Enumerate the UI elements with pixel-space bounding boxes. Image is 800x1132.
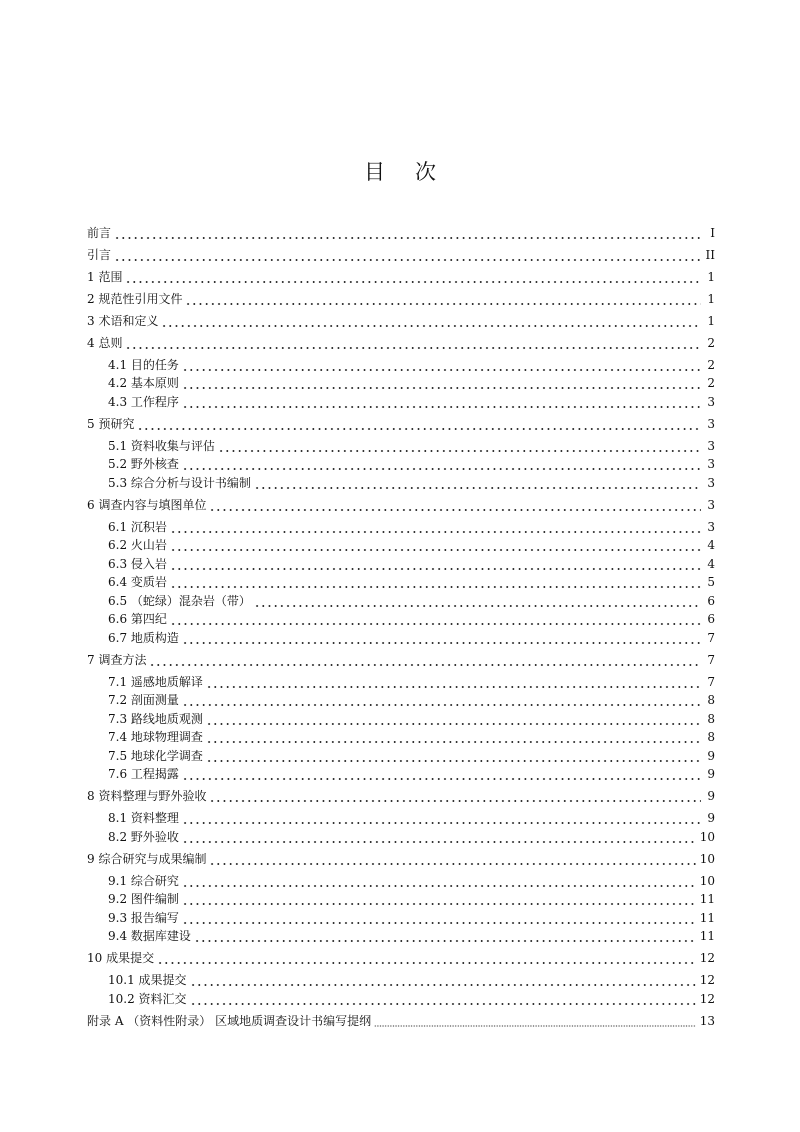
toc-entry-page: 12 (699, 973, 715, 987)
toc-entry-page: 9 (707, 789, 715, 803)
toc-entry[interactable] (87, 393, 715, 412)
toc-entry-label: 10.2 资料汇交 (108, 991, 187, 1006)
toc-entry-page: 3 (707, 519, 715, 534)
dot-leader (182, 890, 696, 909)
toc-entry-page: 6 (707, 612, 715, 626)
dot-leader (182, 872, 696, 891)
toc-entry[interactable] (87, 629, 715, 648)
dot-leader (182, 909, 696, 928)
dot-leader (170, 573, 701, 592)
toc-entry-page: 1 (707, 291, 715, 306)
dot-leader (254, 474, 701, 493)
toc-entry[interactable] (87, 710, 715, 729)
toc-entry[interactable] (87, 334, 715, 353)
toc-entry[interactable] (87, 949, 715, 968)
toc-entry-label: 4 总则 (87, 335, 123, 350)
dot-leader (209, 496, 701, 515)
toc-entry[interactable] (87, 437, 715, 456)
toc-entry-page: 3 (707, 475, 715, 490)
toc-entry[interactable] (87, 518, 715, 537)
toc-entry-page: 7 (707, 652, 715, 667)
dot-leader (206, 728, 701, 747)
toc-entry-page: 4 (707, 538, 715, 552)
dot-leader (170, 536, 701, 555)
toc-entry[interactable] (87, 872, 715, 891)
dot-leader (182, 356, 701, 375)
toc-entry-page: 11 (699, 910, 715, 925)
toc-entry-page: 3 (707, 394, 715, 409)
toc-entry-label: 10.1 成果提交 (108, 973, 187, 987)
toc-entry-label: 6.3 侵入岩 (108, 556, 167, 571)
dot-leader (185, 290, 701, 309)
toc-entry[interactable] (87, 312, 715, 331)
dot-leader (170, 518, 701, 537)
toc-entry-page: 8 (707, 693, 715, 707)
dot-leader (125, 334, 701, 353)
toc-entry[interactable] (87, 592, 715, 611)
dot-leader (209, 787, 701, 806)
dot-leader (182, 691, 701, 710)
toc-entry[interactable] (87, 828, 715, 847)
toc-entry-page: 10 (699, 829, 715, 844)
toc-entry-label: 2 规范性引用文件 (87, 291, 183, 306)
dot-leader (137, 415, 701, 434)
toc-entry-label: 7 调查方法 (87, 652, 147, 667)
toc-entry-page: 1 (707, 269, 715, 284)
toc-entry-label: 6 调查内容与填图单位 (87, 497, 207, 512)
toc-entry-label: 6.2 火山岩 (108, 538, 167, 552)
page-title: 目次 (364, 160, 466, 184)
dot-leader (206, 747, 701, 766)
dot-leader (190, 971, 696, 990)
dot-leader (182, 629, 701, 648)
dot-leader (218, 437, 701, 456)
toc-entry-page: 2 (707, 357, 715, 372)
toc-entry-label: 7.2 剖面测量 (108, 693, 179, 707)
toc-entry-page: 3 (707, 416, 715, 431)
toc-entry[interactable] (87, 356, 715, 375)
dot-leader (182, 809, 701, 828)
toc-entry-page: 11 (699, 892, 715, 906)
dot-leader (182, 455, 701, 474)
toc-entry-label: 7.1 遥感地质解译 (108, 674, 203, 689)
toc-entry-page: 9 (707, 767, 715, 781)
toc-entry[interactable] (87, 268, 715, 287)
toc-entry[interactable] (87, 990, 715, 1009)
toc-entry-label: 6.5 （蛇绿）混杂岩（带） (108, 593, 251, 608)
toc-entry-label: 7.3 路线地质观测 (108, 711, 203, 726)
toc-entry[interactable] (87, 728, 715, 747)
toc-entry-label: 3 术语和定义 (87, 313, 159, 328)
toc-entry[interactable] (87, 691, 715, 710)
toc-entry[interactable] (87, 927, 715, 946)
toc-entry-page: I (710, 225, 715, 240)
toc-entry[interactable] (87, 415, 715, 434)
toc-entry-page: 11 (699, 929, 715, 943)
toc-entry-label: 8.1 资料整理 (108, 811, 179, 825)
toc-entry[interactable] (87, 765, 715, 784)
toc-entry[interactable] (87, 890, 715, 909)
dot-leader (206, 710, 701, 729)
toc-entry[interactable] (87, 971, 715, 990)
dot-leader (170, 555, 701, 574)
dot-leader (254, 592, 701, 611)
toc-entry-label: 9.2 图件编制 (108, 892, 179, 906)
toc-entry-label: 6.1 沉积岩 (108, 519, 167, 534)
dot-leader (182, 828, 696, 847)
toc-entry[interactable] (87, 455, 715, 474)
toc-entry-label: 5.3 综合分析与设计书编制 (108, 475, 251, 490)
toc-entry-label: 前言 (87, 225, 112, 240)
toc-entry[interactable] (87, 673, 715, 692)
toc-entry-page: 5 (707, 575, 715, 589)
toc-entry[interactable] (87, 651, 715, 670)
dot-leader (194, 927, 696, 946)
toc-entry-page: 3 (707, 457, 715, 471)
toc-entry[interactable] (87, 224, 715, 243)
toc-entry-page: 12 (699, 951, 715, 965)
toc-entry[interactable] (87, 496, 715, 515)
toc-entry-label: 5.1 资料收集与评估 (108, 438, 215, 453)
toc-entry-label: 9.3 报告编写 (108, 910, 179, 925)
toc-entry[interactable] (87, 573, 715, 592)
toc-entry[interactable] (87, 536, 715, 555)
toc-entry-label: 6.4 变质岩 (108, 575, 167, 589)
dot-leader (170, 610, 701, 629)
toc-entry-page: 10 (699, 873, 715, 888)
toc-entry-page: 13 (699, 1013, 715, 1028)
table-of-contents (87, 220, 715, 1034)
toc-entry-label: 10 成果提交 (87, 951, 155, 965)
toc-entry-label: 9 综合研究与成果编制 (87, 851, 207, 866)
toc-entry-page: 8 (707, 730, 715, 744)
dot-leader (114, 224, 701, 243)
toc-entry-label: 5 预研究 (87, 416, 135, 431)
dot-leader (149, 651, 701, 670)
toc-entry-page: 7 (707, 630, 715, 645)
toc-entry-label: 7.4 地球物理调查 (108, 730, 203, 744)
toc-entry-page: 10 (699, 851, 715, 866)
toc-entry[interactable] (87, 809, 715, 828)
toc-entry-label: 引言 (87, 247, 112, 262)
dot-leader (182, 374, 701, 393)
dot-leader (114, 246, 701, 265)
toc-entry-page: 2 (707, 376, 715, 390)
dot-leader (161, 312, 701, 331)
toc-entry-page: 6 (707, 593, 715, 608)
toc-entry-page: 12 (699, 991, 715, 1006)
toc-entry-page: 2 (707, 335, 715, 350)
toc-entry-page: 4 (707, 556, 715, 571)
toc-entry-label: 4.1 目的任务 (108, 357, 179, 372)
toc-entry-label: 6.6 第四纪 (108, 612, 167, 626)
toc-entry-label: 1 范围 (87, 269, 123, 284)
toc-entry[interactable] (87, 909, 715, 928)
toc-entry-label: 附录 A （资料性附录） 区域地质调查设计书编写提纲 (87, 1013, 372, 1028)
toc-entry[interactable] (87, 374, 715, 393)
toc-entry-label: 8 资料整理与野外验收 (87, 789, 207, 803)
dot-leader (374, 1012, 696, 1031)
toc-entry-label: 9.4 数据库建设 (108, 929, 191, 943)
toc-entry-label: 4.2 基本原则 (108, 376, 179, 390)
toc-entry-page: 9 (707, 811, 715, 825)
toc-entry[interactable] (87, 474, 715, 493)
toc-entry-label: 8.2 野外验收 (108, 829, 179, 844)
toc-entry-page: 7 (707, 674, 715, 689)
toc-entry-page: 1 (707, 313, 715, 328)
toc-entry[interactable] (87, 1012, 715, 1031)
dot-leader (206, 673, 701, 692)
toc-entry-page: 3 (707, 438, 715, 453)
toc-entry[interactable] (87, 747, 715, 766)
toc-entry[interactable] (87, 555, 715, 574)
toc-entry-page: II (705, 247, 715, 262)
dot-leader (190, 990, 696, 1009)
toc-entry-label: 9.1 综合研究 (108, 873, 179, 888)
dot-leader (209, 850, 695, 869)
toc-entry[interactable] (87, 850, 715, 869)
toc-entry-label: 5.2 野外核查 (108, 457, 179, 471)
toc-entry[interactable] (87, 246, 715, 265)
toc-entry-page: 9 (707, 748, 715, 763)
dot-leader (182, 765, 701, 784)
toc-entry-label: 4.3 工作程序 (108, 394, 179, 409)
dot-leader (182, 393, 701, 412)
toc-entry-label: 6.7 地质构造 (108, 630, 179, 645)
toc-entry[interactable] (87, 610, 715, 629)
toc-entry[interactable] (87, 787, 715, 806)
dot-leader (157, 949, 696, 968)
toc-entry[interactable] (87, 290, 715, 309)
dot-leader (125, 268, 701, 287)
toc-entry-label: 7.6 工程揭露 (108, 767, 179, 781)
toc-entry-page: 3 (707, 497, 715, 512)
toc-entry-page: 8 (707, 711, 715, 726)
toc-entry-label: 7.5 地球化学调查 (108, 748, 203, 763)
